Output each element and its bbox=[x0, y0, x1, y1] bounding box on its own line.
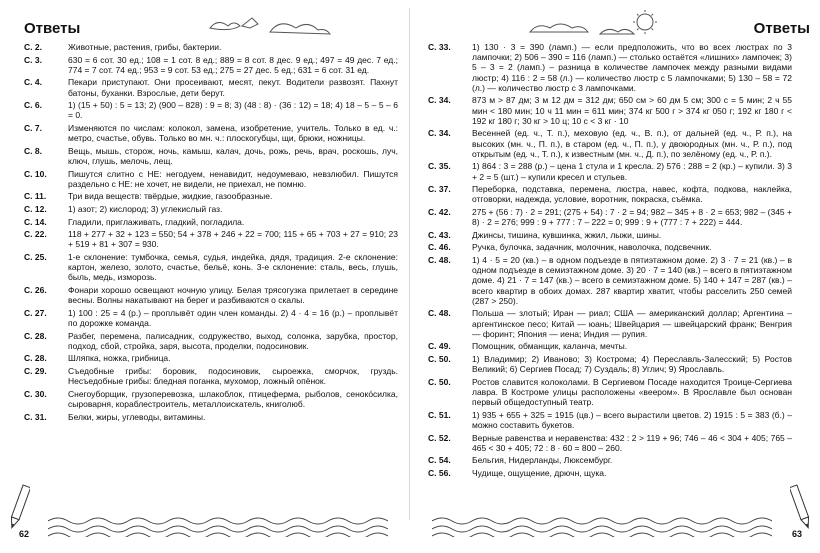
answer-text: Фонари хорошо освещают ночную улицу. Белая трясогузка прилетает в середине весны. Волны накатывают на берег и разбиваются о скалы. bbox=[68, 284, 398, 306]
bird-cloud-illustration bbox=[200, 12, 350, 40]
answer-page-ref: С. 8. bbox=[24, 145, 42, 156]
answer-page-ref: С. 54. bbox=[428, 455, 451, 466]
pencil-icon bbox=[790, 483, 812, 533]
answer-page-ref: С. 11. bbox=[24, 191, 47, 202]
answer-text: 873 м > 87 дм; 3 м 12 дм = 312 дм; 650 см > 60 дм 5 см; 300 с = 5 мин; 2 ч 55 мин < 180 мин; 10 ч 11 мин = 611 мин; 374 кг 500 г > 374 кг 050 г; 192 кг 180 г < 192 кг 180 г; 30 кг > 10 ц; 10 с < 3 кг · 10 bbox=[472, 95, 792, 126]
answer-entry bbox=[24, 285, 398, 305]
answer-page-ref: С. 46. bbox=[428, 242, 451, 253]
answer-entry bbox=[428, 255, 792, 306]
answer-entry bbox=[24, 77, 398, 97]
right-answers-list bbox=[428, 42, 792, 481]
answer-entry bbox=[428, 230, 792, 240]
answer-page-ref: С. 26. bbox=[24, 284, 47, 295]
answer-text: Помощник, обманщик, каланча, мечты. bbox=[472, 341, 628, 352]
answer-text: 1) (15 + 50) : 5 = 13; 2) (900 – 828) : 9 = 8; 3) (48 : 8) · (36 : 12) = 18; 4) 18 – 5 – 5 – 6 = 0. bbox=[68, 100, 398, 121]
pencil-icon bbox=[8, 483, 30, 533]
answer-text: Три вида веществ: твёрдые, жидкие, газообразные. bbox=[68, 191, 273, 202]
left-page-number: 62 bbox=[19, 529, 30, 539]
answer-page-ref: С. 25. bbox=[24, 251, 47, 262]
answer-page-ref: С. 28. bbox=[24, 353, 47, 364]
answer-page-ref: С. 49. bbox=[428, 341, 451, 352]
answer-text: Чудище, ощущение, дрючн, щука. bbox=[472, 467, 607, 478]
answer-text: 1) 935 + 655 + 325 = 1915 (цв.) – всего вырастили цветов. 2) 1915 : 5 = 383 (б.) – можно составить букетов. bbox=[472, 409, 792, 430]
answer-entry bbox=[24, 308, 398, 328]
answer-text: Пишутся слитно с НЕ: негодуем, ненавидит, недоумеваю, невзлюбил. Пишутся раздельно с НЕ: не хочет, не видели, не приехал, не помню. bbox=[68, 168, 398, 189]
answer-text: 1-е склонение: тумбочка, семья, судья, индейка, дядя, традиция. 2-е склонение: картон, железо, золото, счастье, бельё, конь. 3-е склонение: сталь, весь, глушь, быль, медь, изморозь. bbox=[68, 251, 398, 283]
answer-page-ref: С. 48. bbox=[428, 254, 451, 265]
answer-text: 1) Владимир; 2) Иваново; 3) Кострома; 4) Переславль-Залесский; 5) Ростов Великий; 6) Сергиев Посад; 7) Суздаль; 8) Углич; 9) Ярославль. bbox=[472, 353, 792, 375]
answer-text: Переборка, подставка, перемена, люстра, навес, кофта, подкова, наклейка, отговорки, надежда, условие, воротник, покраска, съёмка. bbox=[472, 184, 792, 205]
answer-page-ref: С. 34. bbox=[428, 128, 451, 139]
right-page-title: Ответы bbox=[753, 20, 810, 37]
answer-entry bbox=[24, 389, 398, 409]
answer-page-ref: С. 6. bbox=[24, 100, 42, 111]
left-answers-list bbox=[24, 42, 398, 424]
answer-entry bbox=[24, 100, 398, 120]
answer-entry bbox=[428, 410, 792, 430]
answer-text: Ручка, булочка, задачник, молочник, наволочка, подсвечник. bbox=[472, 242, 712, 253]
answer-page-ref: С. 29. bbox=[24, 365, 47, 376]
answer-entry bbox=[428, 377, 792, 408]
answer-entry bbox=[24, 146, 398, 166]
answer-entry bbox=[428, 128, 792, 159]
answer-text: Изменяются по числам: колокол, замена, изобретение, учитель. Только в ед. ч.: метро, счастье, обувь. Только во мн. ч.: плоскогубцы, щи, брюки, ножницы. bbox=[68, 122, 398, 144]
answer-entry bbox=[24, 169, 398, 189]
answer-text: Снегоуборщик, грузоперевозка, шлакоблок, птицеферма, рыболов, сеноко́силка, сыроварня, кораблестроитель, металлоискатель, книголюб. bbox=[68, 388, 398, 409]
answer-text: Верные равенства и неравенства: 432 : 2 > 119 + 96; 746 – 46 < 304 + 405; 765 – 465 < 30 + 405; 72 : 8 · 60 = 800 – 260. bbox=[472, 432, 792, 453]
answer-text: Гладили, приглаживать, гладкий, погладила. bbox=[68, 216, 245, 227]
answer-page-ref: С. 30. bbox=[24, 388, 47, 399]
answer-entry bbox=[24, 42, 398, 52]
answer-entry bbox=[24, 123, 398, 143]
answer-entry bbox=[24, 55, 398, 75]
answer-page-ref: С. 14. bbox=[24, 216, 47, 227]
answer-entry bbox=[428, 341, 792, 351]
answer-page-ref: С. 12. bbox=[24, 203, 47, 214]
answer-page-ref: С. 52. bbox=[428, 432, 451, 443]
answer-entry bbox=[428, 308, 792, 339]
answer-entry bbox=[428, 161, 792, 181]
right-waves-decoration bbox=[432, 515, 772, 537]
answer-page-ref: С. 4. bbox=[24, 77, 42, 88]
answer-entry bbox=[24, 366, 398, 386]
answer-text: Джинсы, тишина, кувшинка, жжил, лыжи, шины. bbox=[472, 229, 662, 240]
left-page-title: Ответы bbox=[24, 20, 81, 37]
answer-text: Весенней (ед. ч., Т. п.), меховую (ед. ч., В. п.), от дальней (ед. ч., Р. п.), на высоких (мн. ч., П. п.), в старом (ед. ч., П. п.), у двоюродных (мн. ч., Р. п.), под открытым (ед. ч., Т. п.), к известным (мн. ч., Д. п.), по зелёному (ед. ч., Р. п.). bbox=[472, 128, 792, 159]
answer-text: Ростов славится колоколами. В Сергиевом Посаде находится Троице-Сергиева лавра. В Костроме улицы расположены «веером». В Ярославле был основан первый общедоступный театр. bbox=[472, 376, 792, 408]
answer-page-ref: С. 3. bbox=[24, 54, 42, 65]
answer-entry bbox=[24, 353, 398, 363]
answer-entry bbox=[428, 354, 792, 374]
answer-page-ref: С. 22. bbox=[24, 229, 47, 240]
answer-text: Польша — злотый; Иран — риал; США — американский доллар; Аргентина – аргентинское песо; Китай — юань; Швейцария — швейцарский франк; Венгрия — форинт; Япония — иена; Индия — рупия. bbox=[472, 308, 792, 339]
answer-entry bbox=[428, 184, 792, 204]
answer-entry bbox=[428, 95, 792, 126]
answer-page-ref: С. 7. bbox=[24, 122, 42, 133]
answer-page-ref: С. 33. bbox=[428, 42, 451, 52]
answer-text: Пекари приступают. Они просеивают, месят, пекут. Водители развозят. Пахнут батоны, буханки. Взрослые, дети берут. bbox=[68, 77, 398, 98]
answer-text: 118 + 277 + 32 + 123 = 550; 54 + 378 + 246 + 22 = 700; 115 + 65 + 703 + 27 = 910; 23 + 519 + 81 + 307 = 930. bbox=[68, 229, 398, 250]
answer-page-ref: С. 42. bbox=[428, 207, 451, 217]
answer-text: 630 = 6 сот. 30 ед.; 108 = 1 сот. 8 ед.; 889 = 8 сот. 8 дес. 9 ед.; 497 = 49 дес. 7 ед.; 774 = 7 сот. 74 ед.; 953 = 9 сот. 53 ед.; 275 = 27 дес. 5 ед.; 631 = 6 сот. 31 ед. bbox=[68, 54, 398, 75]
answer-entry bbox=[428, 433, 792, 453]
answer-text: Бельгия, Нидерланды, Люксембург. bbox=[472, 455, 613, 466]
answer-page-ref: С. 56. bbox=[428, 467, 451, 478]
left-waves-decoration bbox=[48, 515, 388, 537]
answer-text: 1) азот; 2) кислород; 3) углекислый газ. bbox=[68, 203, 223, 214]
answer-entry bbox=[428, 207, 792, 227]
answer-page-ref: С. 28. bbox=[24, 330, 47, 341]
answer-entry bbox=[428, 242, 792, 252]
answer-entry bbox=[24, 217, 398, 227]
answer-page-ref: С. 34. bbox=[428, 95, 451, 106]
answer-text: Шляпка, ножка, грибница. bbox=[68, 353, 171, 364]
sun-cloud-illustration bbox=[520, 8, 670, 38]
answer-text: 1) 4 · 5 = 20 (кв.) – в одном подъезде в пятиэтажном доме. 2) 3 · 7 = 21 (кв.) – в одном подъезде в семиэтажном доме. 3) 20 · 7 = 140 (кв.) – всего в пятиэтажном доме. 4) 21 · 7 = 147 (кв.) – всего в семиэтажном доме. 5) 140 + 147 = 287 (кв.) – всего квартир в обоих домах. 287 квартир хватит, чтобы расселить 250 семей (287 > 250). bbox=[472, 254, 792, 306]
answer-entry bbox=[428, 42, 792, 93]
answer-entry bbox=[24, 412, 398, 422]
answer-text: Животные, растения, грибы, бактерии. bbox=[68, 42, 222, 52]
answer-page-ref: С. 31. bbox=[24, 411, 47, 422]
answer-text: Белки, жиры, углеводы, витамины. bbox=[68, 411, 206, 422]
answer-text: 275 + (56 : 7) · 2 = 291; (275 + 54) : 7 · 2 = 94; 982 – 345 + 8 · 2 = 653; 982 – (345 + 8) · 2 = 276; 999 : 9 + 777 : 7 – 222 = 0; 999 : 9 + (777 : 7 + 222) = 444. bbox=[472, 207, 792, 228]
answer-entry bbox=[24, 204, 398, 214]
answer-page-ref: С. 51. bbox=[428, 409, 451, 420]
answer-text: Вещь, мышь, сторож, ночь, камыш, калач, дочь, рожь, речь, врач, роскошь, луч, ключ, глушь, мелочь, лещ. bbox=[68, 145, 398, 166]
answer-page-ref: С. 50. bbox=[428, 353, 451, 364]
answer-page-ref: С. 43. bbox=[428, 229, 451, 240]
answer-text: 1) 100 : 25 = 4 (р.) – проплывёт один член команды. 2) 4 · 4 = 16 (р.) – проплывёт по дорожке команда. bbox=[68, 307, 398, 328]
answer-entry bbox=[428, 468, 792, 478]
answer-text: Разбег, перемена, палисадник, содружество, выход, солонка, зарубка, простор, подход, сбой, стройка, заря, высота, проделки, подосиновик. bbox=[68, 330, 398, 351]
answer-entry bbox=[24, 252, 398, 283]
answer-text: 1) 864 : 3 = 288 (р.) – цена 1 стула и 1 кресла. 2) 576 : 288 = 2 (кр.) – купили. 3) 3 + 2 = 5 (шт.) – купили кресел и стульев. bbox=[472, 161, 792, 182]
answer-page-ref: С. 50. bbox=[428, 376, 451, 387]
answer-entry bbox=[24, 191, 398, 201]
right-page bbox=[410, 0, 820, 553]
answer-page-ref: С. 10. bbox=[24, 168, 47, 179]
answer-page-ref: С. 48. bbox=[428, 308, 451, 319]
right-page-number: 63 bbox=[791, 529, 802, 539]
answer-page-ref: С. 37. bbox=[428, 184, 451, 195]
answer-text: 1) 130 · 3 = 390 (ламп.) — если предположить, что во всех люстрах по 3 лампочки; 2) 506 – 390 = 116 (ламп.) — столько остаётся «лишних» лампочек; 3) 5 – 3 = 2 (ламп.) – разница в количестве лампочек между разными видами люстр; 4) 116 : 2 = 58 (л.) — количество люстр с 5 лампочками; 5) 130 – 58 = 72 (л.) — количество люстр с 3 лампочками. bbox=[472, 42, 792, 93]
answer-page-ref: С. 27. bbox=[24, 307, 47, 318]
answer-entry bbox=[24, 331, 398, 351]
answer-text: Съедобные грибы: боровик, подосиновик, сыроежка, сморчок, груздь. Несъедобные грибы: бледная поганка, мухомор, ложный опёнок. bbox=[68, 365, 398, 387]
answer-entry bbox=[428, 455, 792, 465]
answer-entry bbox=[24, 229, 398, 249]
answer-page-ref: С. 35. bbox=[428, 161, 451, 172]
answer-page-ref: С. 2. bbox=[24, 42, 42, 52]
